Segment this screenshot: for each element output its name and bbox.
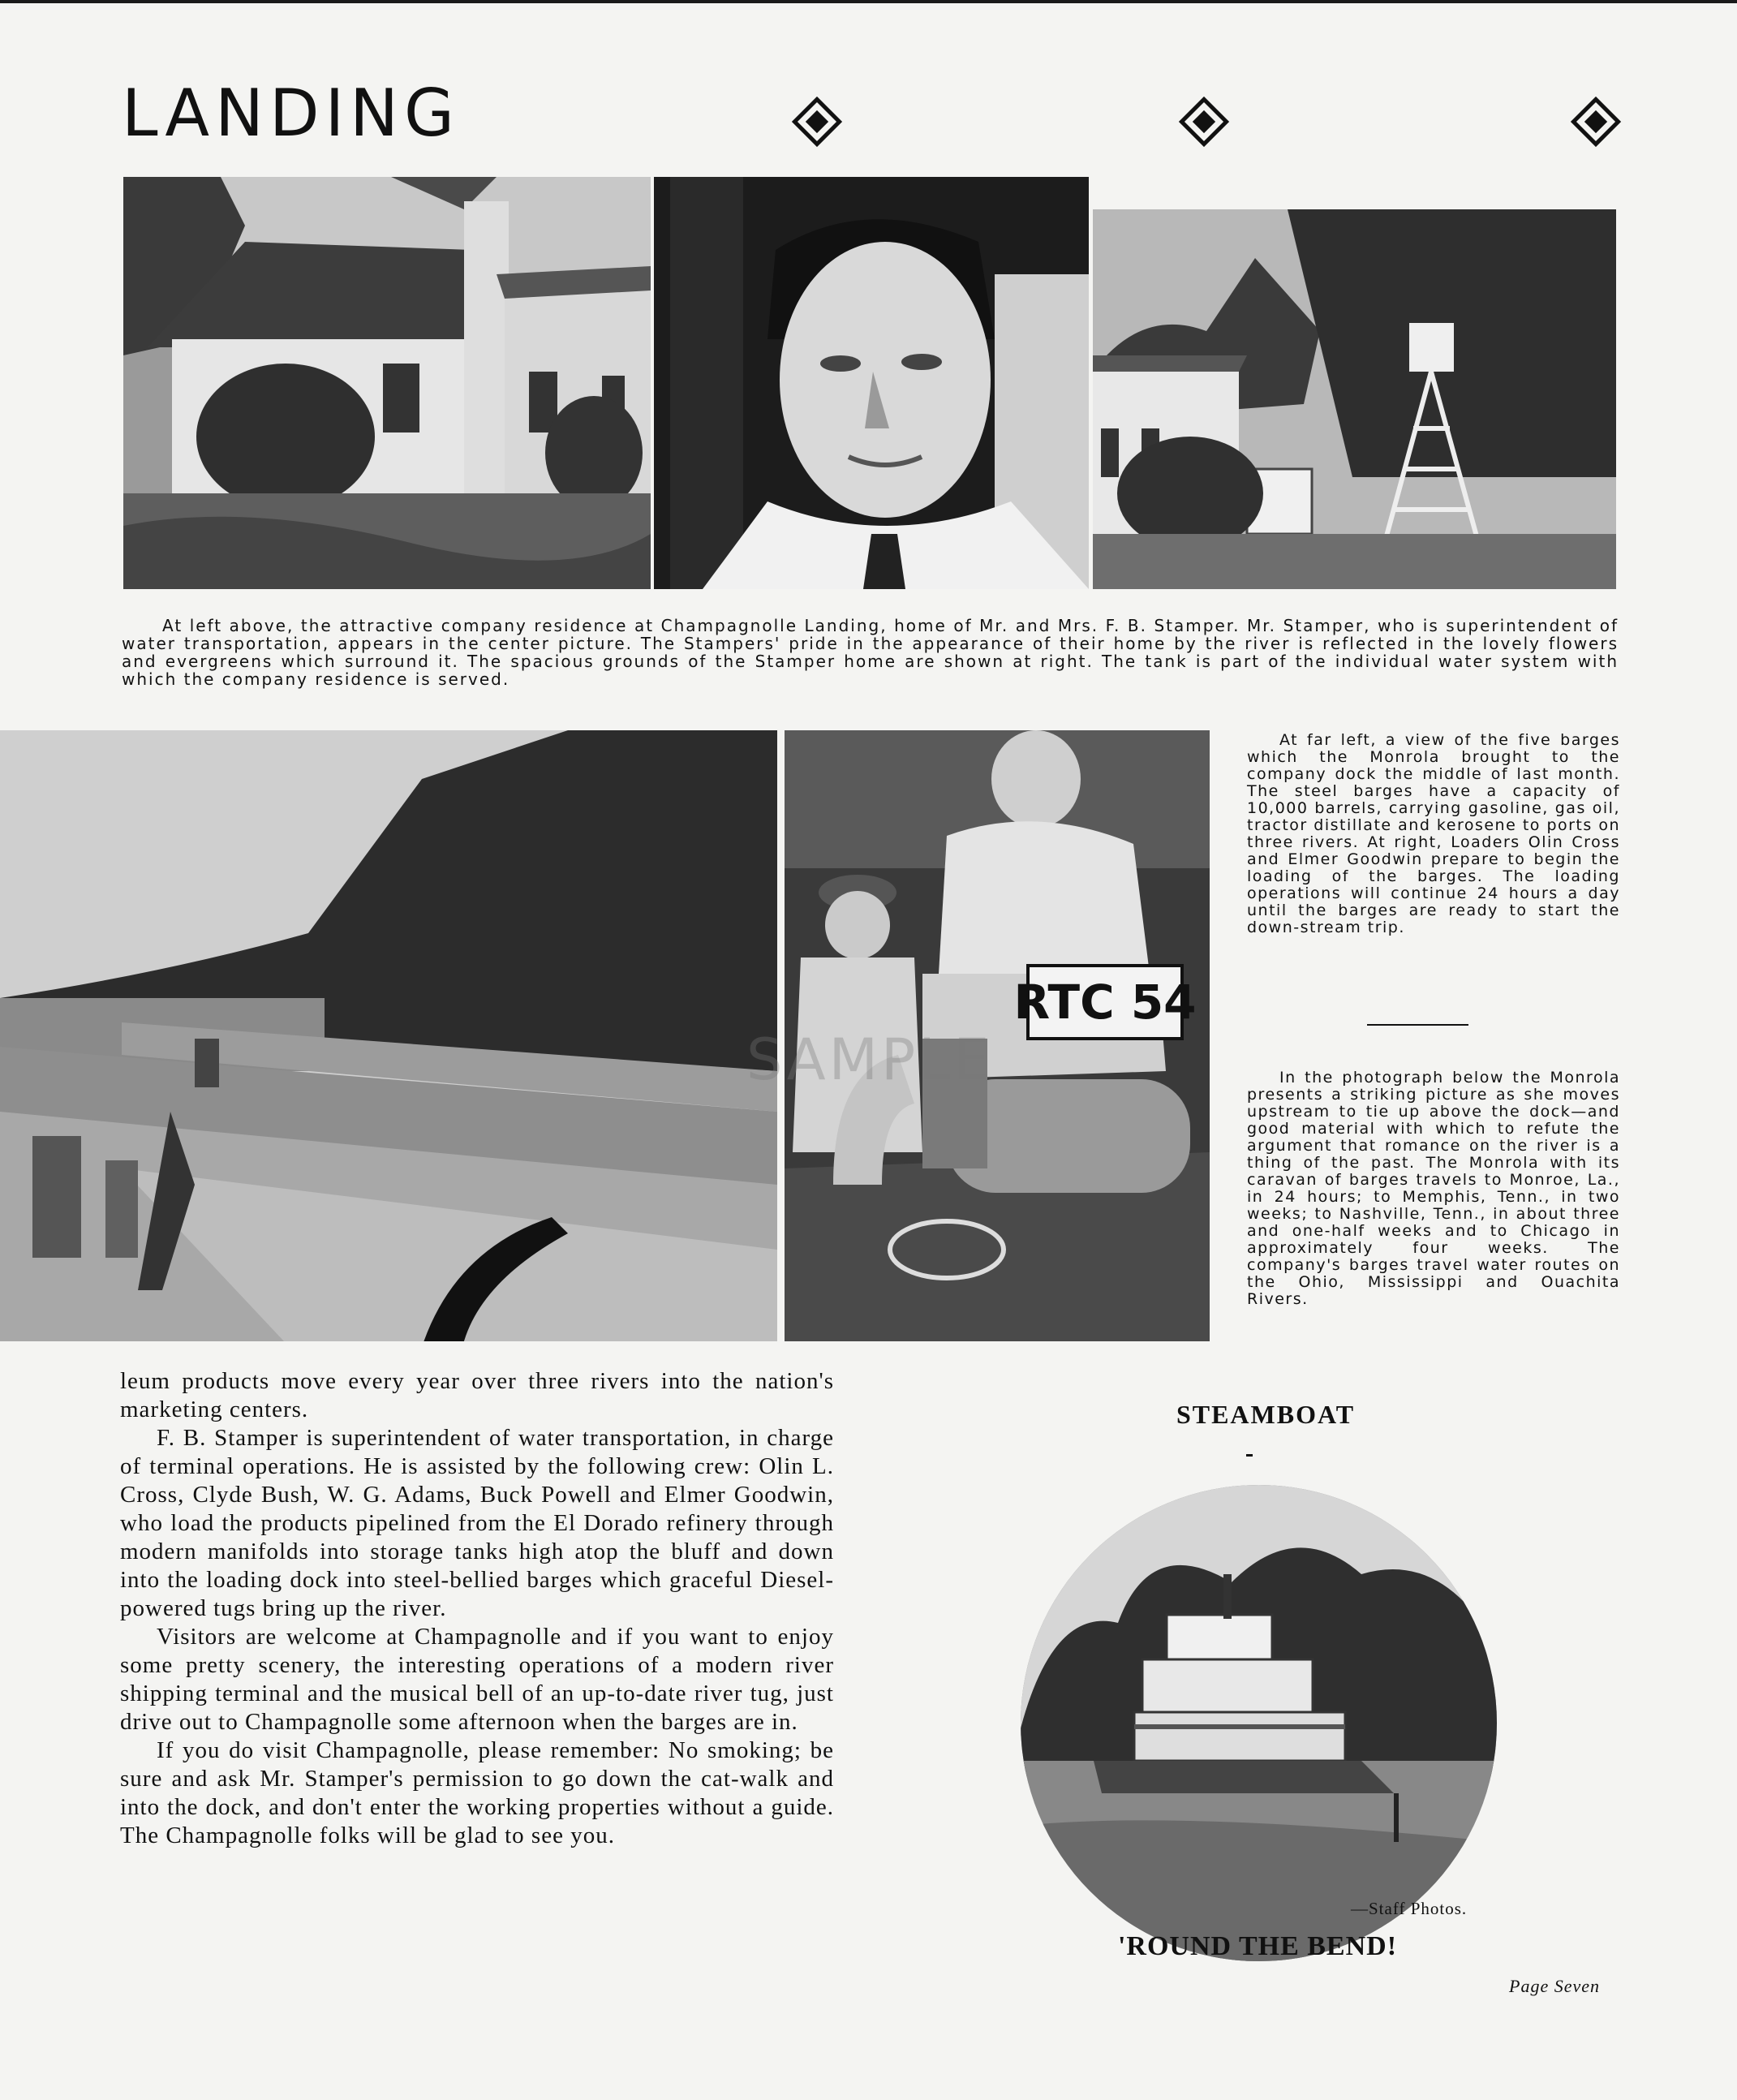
photo-credit: —Staff Photos. xyxy=(1351,1899,1468,1918)
diamond-ornament-3 xyxy=(1571,97,1621,147)
caption-divider xyxy=(1367,1024,1468,1026)
diamond-ornament-2 xyxy=(1179,97,1229,147)
residence-photo xyxy=(123,177,651,589)
watermark: SAMPLE xyxy=(746,1026,993,1093)
page-title: LANDING xyxy=(122,75,461,151)
article-paragraph: F. B. Stamper is superintendent of water transportation, in charge of terminal operations. He is assisted by the following crew: Olin L. Cross, Clyde Bush, W. G. Adams, Buck Powell and Elmer Goodwin, who load the products pipelined from the El Dorado refinery through modern manifolds into storage tanks high atop the bluff and down into the loading dock into steel-bellied barges which graceful Diesel-powered tugs bring up the river. xyxy=(120,1425,834,1621)
article-body xyxy=(120,1367,834,1850)
article-paragraph: If you do visit Champagnolle, please remember: No smoking; be sure and ask Mr. Stamper's permission to go down the cat-walk and into the dock, and don't enter the working properties without a guide. The Champagnolle folks will be glad to see you. xyxy=(120,1737,834,1848)
barge-number-plate: RTC 54 xyxy=(1013,975,1197,1030)
top-photo-caption: At left above, the attractive company residence at Champagnolle Landing, home of Mr. and Mrs. F. B. Stamper. Mr. Stamper, who is superintendent of water transportation, appears in the center picture. The Stampers' pride in the appearance of their home by the river is reflected in the lovely flowers and evergreens which surround it. The spacious grounds of the Stamper home are shown at right. The tank is part of the individual water system with which the company residence is served. xyxy=(122,616,1619,689)
monrola-caption: In the photograph below the Monrola presents a striking picture as she moves upstream to tie up above the dock—and good material with which to refute the argument that romance on the river is a thing of the past. The Monrola with its caravan of barges travels to Monroe, La., in 24 hours; to Memphis, Tenn., in two weeks; to Nashville, Tenn., in about three and one-half weeks and to Chicago in approximately four weeks. The company's barges travel water routes on the Ohio, Mississippi and Ouachita Rivers. xyxy=(1247,1069,1620,1308)
steamboat-photo xyxy=(1021,1485,1497,1961)
barges-photo xyxy=(0,730,777,1341)
tick-mark xyxy=(1246,1454,1253,1457)
barges-caption: At far left, a view of the five barges which the Monrola brought to the company dock the middle of last month. The steel barges have a capacity of 10,000 barrels, carrying gasoline, gas oil, tractor distillate and kerosene to ports on three rivers. At right, Loaders Olin Cross and Elmer Goodwin prepare to begin the loading of the barges. The loading operations will continue 24 hours a day until the barges are ready to start the down-stream trip. xyxy=(1247,731,1620,936)
article-paragraph: Visitors are welcome at Champagnolle and if you want to enjoy some pretty scenery, the interesting operations of a modern river shipping terminal and the musical bell of an up-to-date river tug, just drive out to Champagnolle some afternoon when the barges are in. xyxy=(120,1624,834,1735)
page-number: Page Seven xyxy=(1509,1976,1600,1996)
diamond-ornament-1 xyxy=(792,97,842,147)
grounds-photo xyxy=(1093,209,1616,589)
article-paragraph: leum products move every year over three rivers into the nation's marketing centers. xyxy=(120,1368,834,1422)
top-rule xyxy=(0,0,1737,3)
steamboat-heading: STEAMBOAT xyxy=(1176,1400,1356,1429)
steamboat-photo-title: 'ROUND THE BEND! xyxy=(1117,1931,1398,1961)
portrait-photo xyxy=(654,177,1089,589)
